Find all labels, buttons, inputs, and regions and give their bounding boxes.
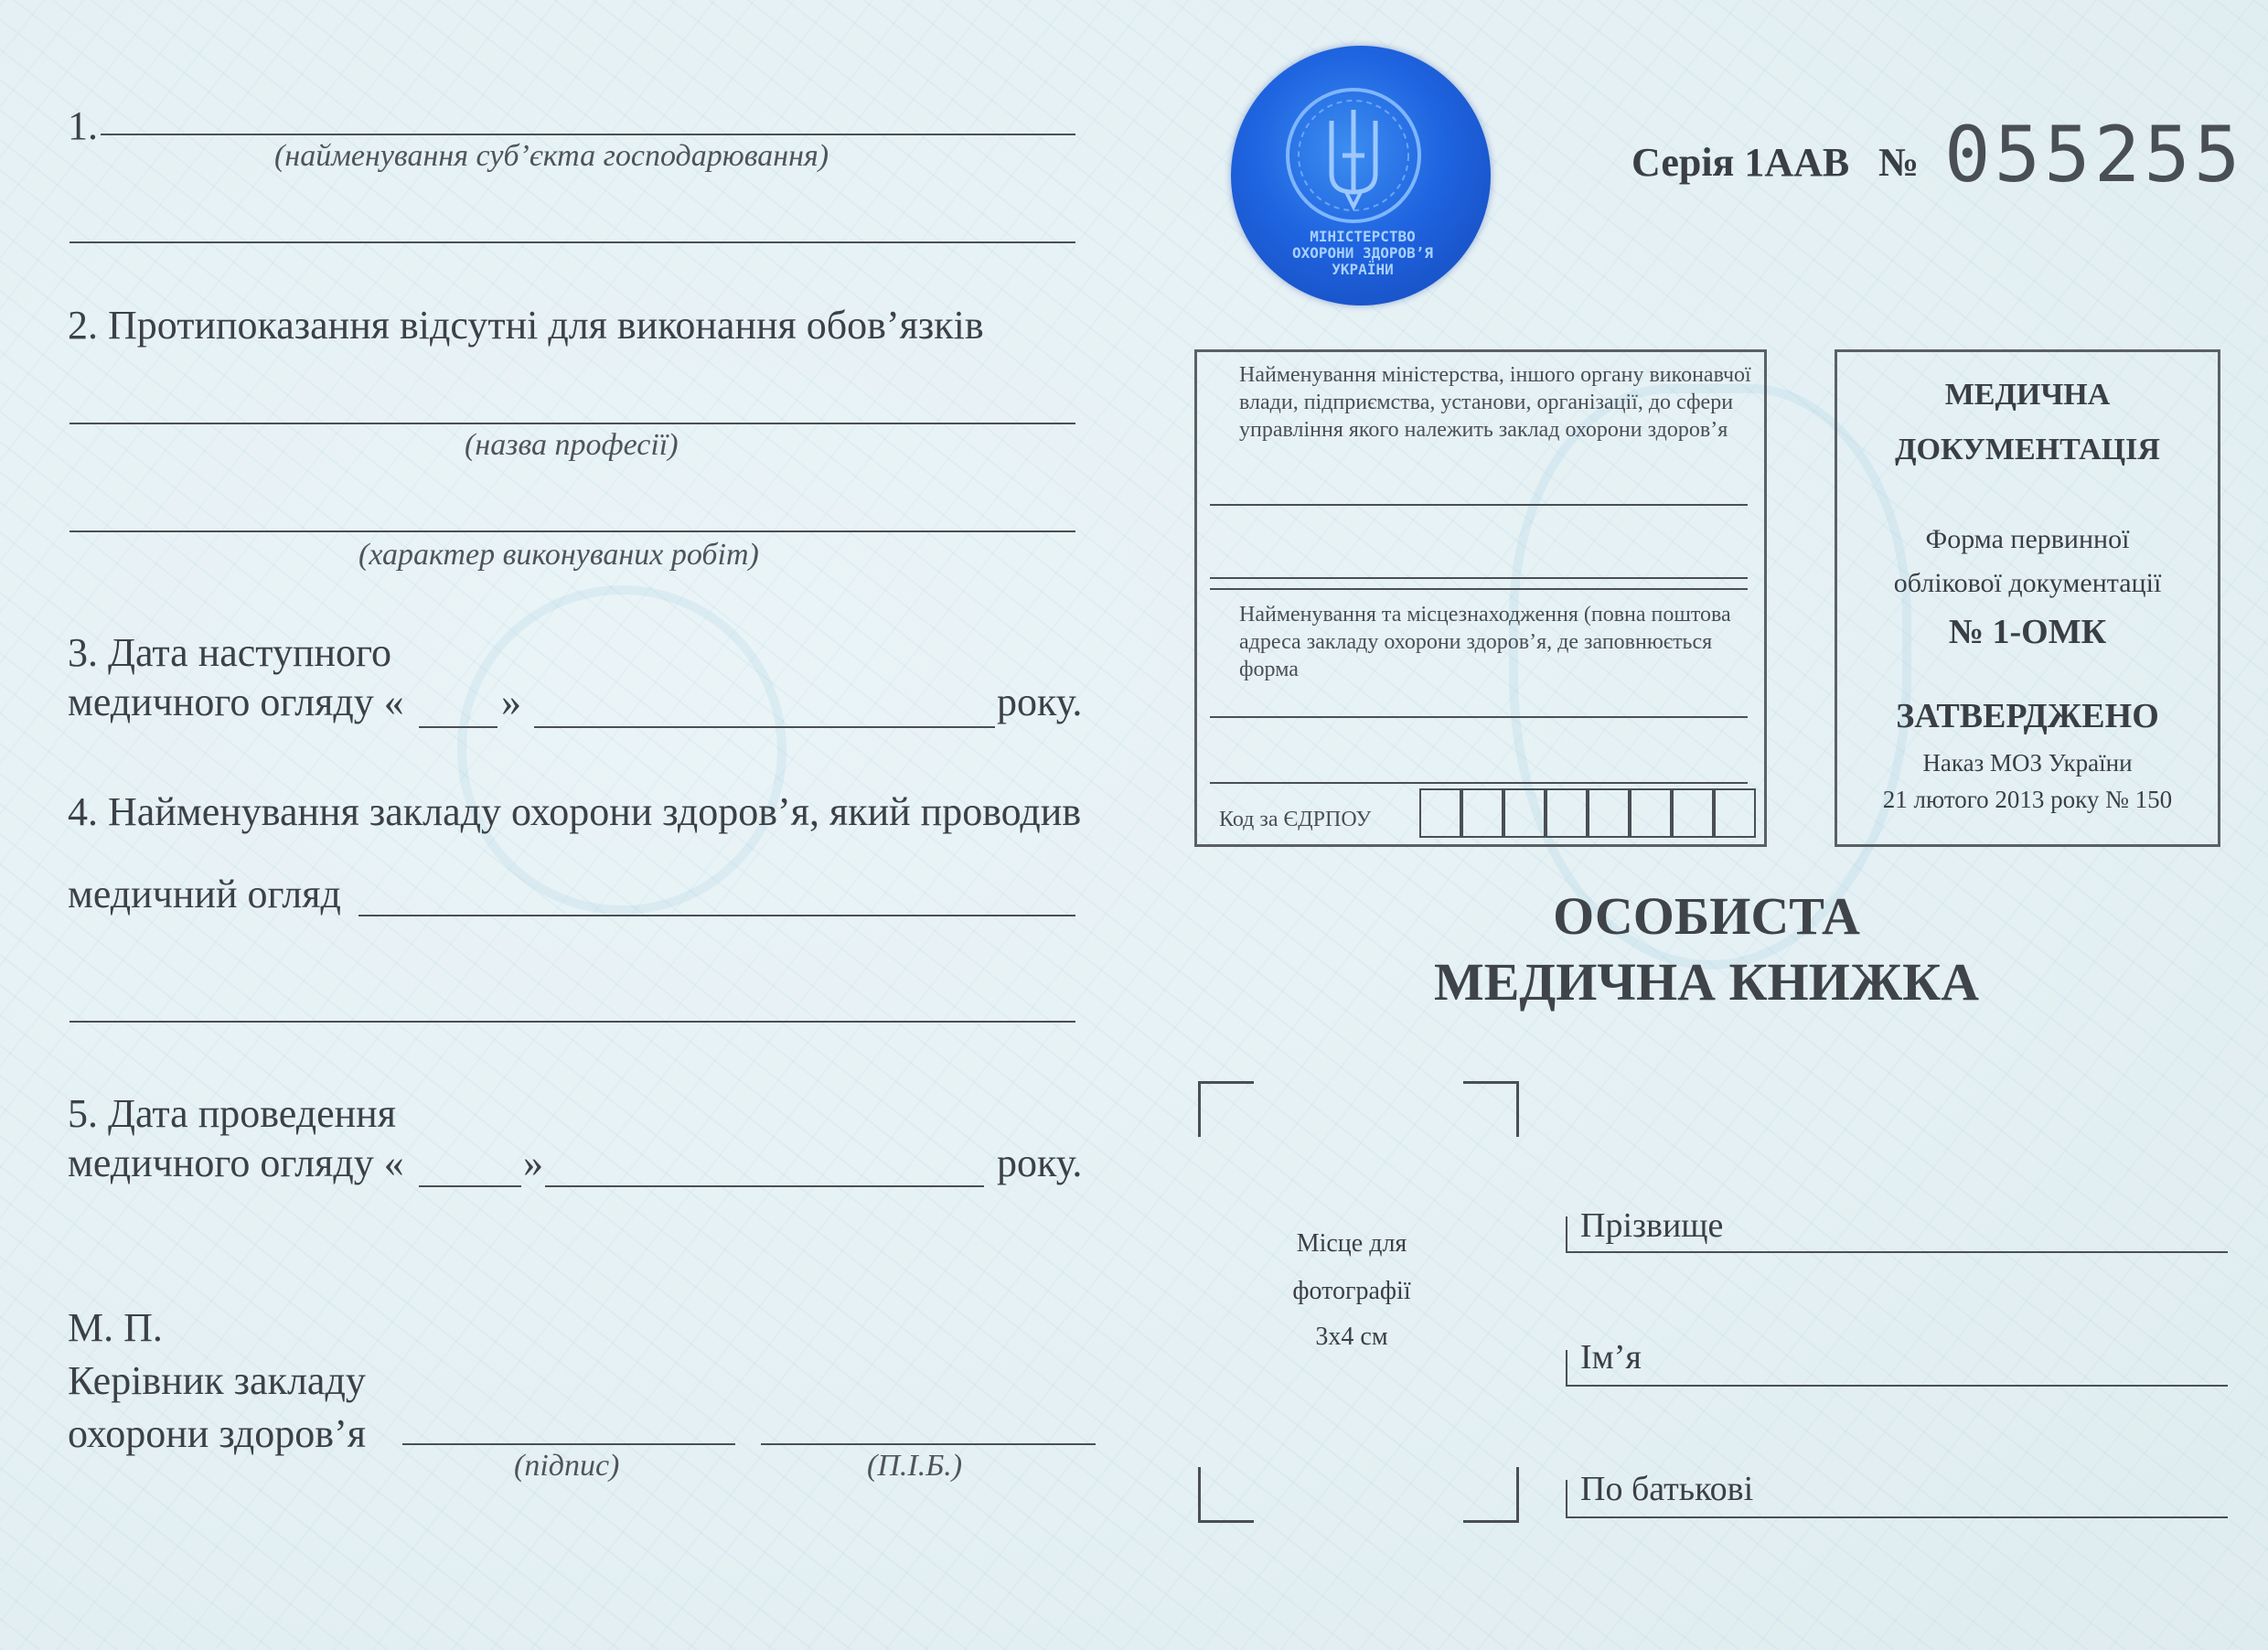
form-number: № 1-ОМК [1948,613,2107,651]
profession-line[interactable] [70,423,1075,424]
edrpou-cell[interactable] [1546,788,1588,838]
document-title-2: МЕДИЧНА КНИЖКА [1433,952,1980,1012]
ministry-text: Найменування міністерства, іншого органу виконавчої влади, підприємства, установи, організації, до сфери управління якого належить заклад охорони здоров’я [1239,363,1751,442]
item4-line1: 4. Найменування закладу охорони здоров’я, який проводив [68,789,1082,834]
approved-label: ЗАТВЕРДЖЕНО [1896,697,2159,735]
photo-label-1: Місце для [1296,1229,1407,1258]
edrpou-label: Код за ЄДРПОУ [1219,808,1372,831]
form-heading-2: ДОКУМЕНТАЦІЯ [1895,433,2160,466]
head-name-line[interactable] [761,1443,1096,1445]
name-field[interactable] [1566,1350,2228,1387]
head-label-1: Керівник закладу [68,1358,366,1403]
ministry-line[interactable] [1210,504,1748,506]
series-label: Серія 1ААВ [1631,140,1850,185]
signature-line[interactable] [402,1443,735,1445]
number-sign: № [1878,140,1920,185]
photo-corner-tr [1463,1081,1519,1137]
facility-address-line[interactable] [1210,716,1748,718]
edrpou-cell[interactable] [1419,788,1461,838]
item1-line2[interactable] [70,241,1075,243]
separator-line-2 [1210,588,1748,590]
form-heading-1: МЕДИЧНА [1944,378,2111,412]
facility-line2[interactable] [70,1021,1075,1023]
hologram-seal [1231,46,1491,305]
item3-quote-close: » [501,680,521,724]
seal-text: МІНІСТЕРСТВО ОХОРОНИ ЗДОРОВ’Я УКРАЇНИ [1291,228,1434,278]
edrpou-cell[interactable] [1588,788,1630,838]
form-type-2: облікової документації [1893,568,2162,598]
item1-number: 1. [68,103,98,148]
profession-hint: (назва професії) [465,428,679,462]
item2-text: 2. Протипоказання відсутні для виконання обов’язків [68,303,984,348]
document-title-1: ОСОБИСТА [1553,886,1860,946]
order-line-2: 21 лютого 2013 року № 150 [1882,786,2173,813]
item5-suffix: року. [997,1141,1083,1185]
item3-line2-prefix: медичного огляду « [68,680,404,724]
edrpou-cell[interactable] [1461,788,1503,838]
item1-hint: (найменування суб’єкта господарювання) [274,139,829,173]
patronymic-field[interactable] [1566,1480,2228,1518]
edrpou-cell[interactable] [1630,788,1672,838]
next-exam-day-line[interactable] [419,726,497,728]
facility-text: Найменування та місцезнаходження (повна поштова адреса закладу охорони здоров’я, де заповнюється форма [1239,603,1731,681]
item5-line1: 5. Дата проведення [68,1091,396,1136]
serial-number: 055255 [1944,110,2244,199]
item5-line2-prefix: медичного огляду « [68,1141,404,1185]
photo-label-3: 3х4 см [1315,1323,1388,1351]
name-label: Ім’я [1580,1338,1642,1377]
item5-quote-close: » [523,1141,543,1185]
stamp-place: М. П. [68,1305,163,1350]
patronymic-label: По батькові [1580,1470,1754,1508]
exam-day-line[interactable] [419,1185,521,1187]
organization-box [1194,349,1767,847]
item3-suffix: року. [997,680,1083,724]
item4-line2: медичний огляд [68,872,341,916]
next-exam-date-line[interactable] [534,726,995,728]
edrpou-cell[interactable] [1672,788,1714,838]
head-name-hint: (П.І.Б.) [867,1449,963,1483]
photo-label-2: фотографії [1292,1277,1411,1305]
item3-line1: 3. Дата наступного [68,630,391,675]
photo-corner-bl [1198,1467,1254,1523]
item1-line[interactable] [101,134,1075,135]
order-line-1: Наказ МОЗ України [1922,749,2133,777]
exam-date-line[interactable] [545,1185,984,1187]
background-watermark [457,585,786,915]
form-info-box [1835,349,2220,847]
surname-field[interactable] [1566,1216,2228,1253]
facility-line[interactable] [358,915,1075,916]
form-type-1: Форма первинної [1925,524,2130,554]
edrpou-cell[interactable] [1503,788,1546,838]
head-label-2: охорони здоров’я [68,1411,366,1456]
facility-address-line-2[interactable] [1210,782,1748,784]
separator-line [1210,577,1748,579]
signature-hint: (підпис) [514,1449,620,1483]
photo-corner-tl [1198,1081,1254,1137]
work-hint: (характер виконуваних робіт) [358,538,759,572]
work-line[interactable] [70,530,1075,532]
edrpou-cell[interactable] [1714,788,1756,838]
surname-label: Прізвище [1580,1206,1724,1245]
photo-corner-br [1463,1467,1519,1523]
